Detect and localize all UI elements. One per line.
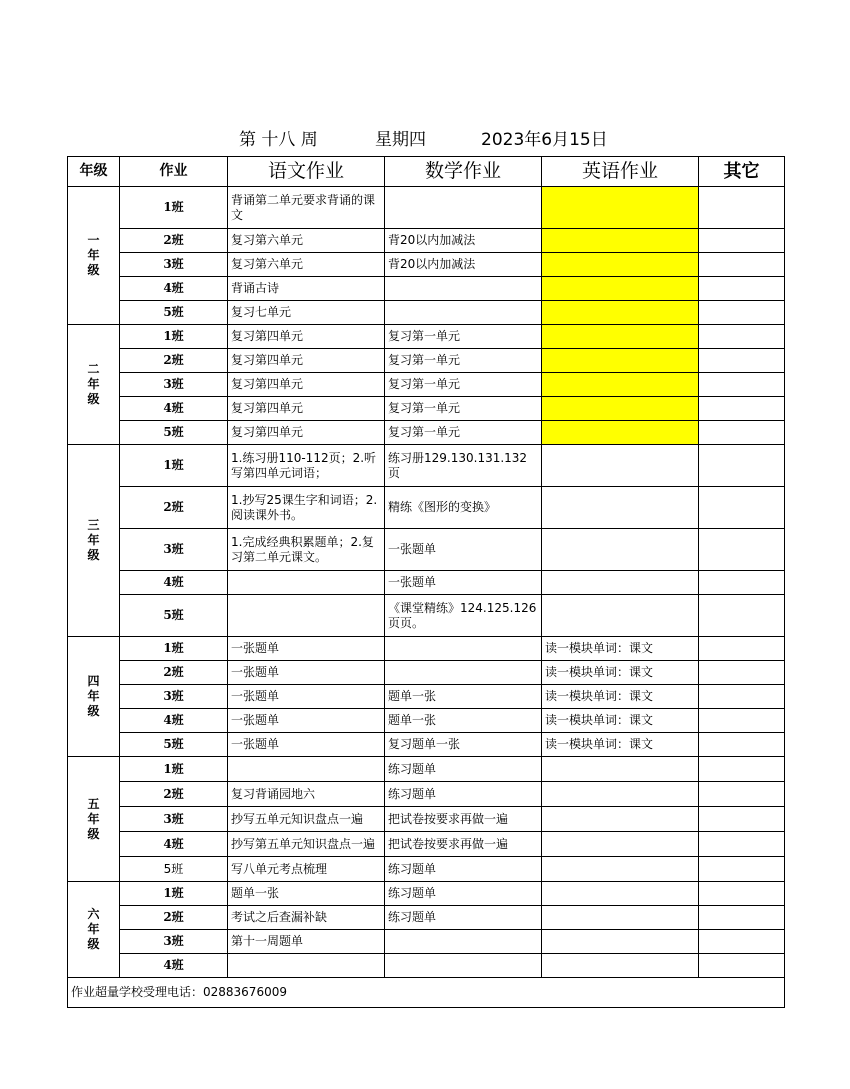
other-homework-cell: [699, 782, 785, 807]
grade-label-char: 二: [87, 362, 100, 376]
english-homework-cell: [542, 595, 699, 637]
class-label: 2班: [120, 782, 228, 807]
table-row: [68, 906, 785, 930]
other-homework-cell: [699, 487, 785, 529]
chinese-homework-cell: 复习第四单元: [228, 421, 385, 445]
other-homework-cell: [699, 229, 785, 253]
grade-label-char: 年: [87, 922, 100, 936]
chinese-homework-cell: 复习七单元: [228, 301, 385, 325]
other-homework-cell: [699, 882, 785, 906]
table-row: [68, 782, 785, 807]
math-homework-cell: 练习题单: [385, 757, 542, 782]
other-homework-cell: [699, 595, 785, 637]
sheet-heading: [0, 125, 850, 151]
other-homework-cell: [699, 757, 785, 782]
col-header-grade: 年级: [68, 157, 120, 187]
class-label: 2班: [120, 906, 228, 930]
english-homework-cell: 读一模块单词：课文: [542, 685, 699, 709]
chinese-homework-cell: 背诵古诗: [228, 277, 385, 301]
class-label: 5班: [120, 733, 228, 757]
class-label: 3班: [120, 685, 228, 709]
class-label: 4班: [120, 832, 228, 857]
class-label: 2班: [120, 349, 228, 373]
chinese-homework-cell: 题单一张: [228, 882, 385, 906]
english-homework-cell: [542, 782, 699, 807]
class-label: 4班: [120, 397, 228, 421]
english-homework-cell: [542, 882, 699, 906]
english-homework-cell: [542, 301, 699, 325]
math-homework-cell: 精练《图形的变换》: [385, 487, 542, 529]
col-header-math: 数学作业: [385, 157, 542, 187]
english-homework-cell: [542, 906, 699, 930]
english-homework-cell: [542, 277, 699, 301]
table-row: [68, 930, 785, 954]
class-label: 2班: [120, 487, 228, 529]
math-homework-cell: 背20以内加减法: [385, 253, 542, 277]
math-homework-cell: 把试卷按要求再做一遍: [385, 832, 542, 857]
math-homework-cell: [385, 187, 542, 229]
chinese-homework-cell: 复习第四单元: [228, 349, 385, 373]
table-row: [68, 757, 785, 782]
table-row: [68, 253, 785, 277]
chinese-homework-cell: 抄写五单元知识盘点一遍: [228, 807, 385, 832]
chinese-homework-cell: 复习第六单元: [228, 253, 385, 277]
table-row: [68, 397, 785, 421]
grade-label: [68, 757, 120, 882]
math-homework-cell: 练习题单: [385, 857, 542, 882]
header-row: [68, 157, 785, 187]
math-homework-cell: [385, 301, 542, 325]
grade-label: [68, 637, 120, 757]
english-homework-cell: [542, 857, 699, 882]
english-homework-cell: 读一模块单词：课文: [542, 661, 699, 685]
table-row: [68, 421, 785, 445]
chinese-homework-cell: 第十一周题单: [228, 930, 385, 954]
grade-label-char: 年: [87, 689, 100, 703]
table-row: [68, 349, 785, 373]
other-homework-cell: [699, 301, 785, 325]
other-homework-cell: [699, 397, 785, 421]
chinese-homework-cell: 一张题单: [228, 637, 385, 661]
math-homework-cell: 复习第一单元: [385, 397, 542, 421]
table-row: [68, 733, 785, 757]
class-label: 1班: [120, 445, 228, 487]
grade-label-char: 年: [87, 533, 100, 547]
chinese-homework-cell: [228, 595, 385, 637]
english-homework-cell: [542, 349, 699, 373]
other-homework-cell: [699, 954, 785, 978]
class-label: 4班: [120, 709, 228, 733]
grade-label: [68, 445, 120, 637]
complaint-phone-note: 作业超量学校受理电话：02883676009: [68, 978, 785, 1008]
grade-label-char: 一: [87, 233, 100, 247]
class-label: 3班: [120, 807, 228, 832]
grade-label: [68, 882, 120, 978]
other-homework-cell: [699, 832, 785, 857]
table-row: [68, 301, 785, 325]
chinese-homework-cell: 1.完成经典积累题单；2.复习第二单元课文。: [228, 529, 385, 571]
english-homework-cell: [542, 253, 699, 277]
grade-label: [68, 325, 120, 445]
table-row: [68, 529, 785, 571]
chinese-homework-cell: 复习第六单元: [228, 229, 385, 253]
english-homework-cell: [542, 571, 699, 595]
math-homework-cell: 练习册129.130.131.132页: [385, 445, 542, 487]
math-homework-cell: 复习第一单元: [385, 325, 542, 349]
table-row: [68, 709, 785, 733]
class-label: 5班: [120, 857, 228, 882]
grade-label-char: 级: [87, 392, 100, 406]
col-header-english: 英语作业: [542, 157, 699, 187]
grade-label-char: 五: [87, 796, 100, 811]
english-homework-cell: [542, 954, 699, 978]
math-homework-cell: 一张题单: [385, 529, 542, 571]
math-homework-cell: 练习题单: [385, 906, 542, 930]
english-homework-cell: [542, 229, 699, 253]
english-homework-cell: [542, 325, 699, 349]
other-homework-cell: [699, 253, 785, 277]
math-homework-cell: 复习第一单元: [385, 421, 542, 445]
table-row: [68, 571, 785, 595]
chinese-homework-cell: 1.抄写25课生字和词语；2.阅读课外书。: [228, 487, 385, 529]
table-row: [68, 487, 785, 529]
class-label: 4班: [120, 277, 228, 301]
other-homework-cell: [699, 445, 785, 487]
col-header-other: 其它: [699, 157, 785, 187]
table-row: [68, 325, 785, 349]
chinese-homework-cell: 复习第四单元: [228, 325, 385, 349]
chinese-homework-cell: [228, 571, 385, 595]
class-label: 3班: [120, 930, 228, 954]
english-homework-cell: [542, 397, 699, 421]
table-row: [68, 187, 785, 229]
math-homework-cell: 把试卷按要求再做一遍: [385, 807, 542, 832]
class-label: 4班: [120, 954, 228, 978]
math-homework-cell: [385, 661, 542, 685]
other-homework-cell: [699, 709, 785, 733]
table-row: [68, 229, 785, 253]
weekday-label: 星期四: [375, 130, 426, 150]
grade-label-char: 年: [87, 377, 100, 391]
english-homework-cell: [542, 445, 699, 487]
math-homework-cell: 《课堂精练》124.125.126页页。: [385, 595, 542, 637]
class-label: 1班: [120, 757, 228, 782]
chinese-homework-cell: 背诵第二单元要求背诵的课文: [228, 187, 385, 229]
class-label: 4班: [120, 571, 228, 595]
english-homework-cell: [542, 529, 699, 571]
chinese-homework-cell: 复习第四单元: [228, 397, 385, 421]
grade-label-char: 四: [87, 674, 100, 688]
grade-label: [68, 187, 120, 325]
class-label: 5班: [120, 595, 228, 637]
english-homework-cell: [542, 421, 699, 445]
other-homework-cell: [699, 349, 785, 373]
english-homework-cell: [542, 930, 699, 954]
class-label: 3班: [120, 253, 228, 277]
chinese-homework-cell: 一张题单: [228, 661, 385, 685]
other-homework-cell: [699, 187, 785, 229]
english-homework-cell: [542, 757, 699, 782]
grade-label-char: 级: [87, 548, 100, 562]
english-homework-cell: [542, 487, 699, 529]
table-row: [68, 685, 785, 709]
grade-label-char: 级: [87, 263, 100, 277]
math-homework-cell: [385, 954, 542, 978]
table-row: [68, 637, 785, 661]
chinese-homework-cell: 复习背诵园地六: [228, 782, 385, 807]
math-homework-cell: 题单一张: [385, 685, 542, 709]
footer-row: [68, 978, 785, 1008]
class-label: 5班: [120, 301, 228, 325]
class-label: 1班: [120, 325, 228, 349]
math-homework-cell: [385, 277, 542, 301]
homework-table: [67, 156, 785, 1008]
class-label: 3班: [120, 529, 228, 571]
other-homework-cell: [699, 906, 785, 930]
math-homework-cell: 练习题单: [385, 782, 542, 807]
date-label: 2023年6月15日: [481, 130, 608, 150]
class-label: 1班: [120, 187, 228, 229]
math-homework-cell: 复习第一单元: [385, 373, 542, 397]
grade-label-char: 级: [87, 937, 100, 951]
other-homework-cell: [699, 529, 785, 571]
table-row: [68, 595, 785, 637]
chinese-homework-cell: 考试之后查漏补缺: [228, 906, 385, 930]
math-homework-cell: 一张题单: [385, 571, 542, 595]
other-homework-cell: [699, 637, 785, 661]
other-homework-cell: [699, 373, 785, 397]
chinese-homework-cell: 复习第四单元: [228, 373, 385, 397]
math-homework-cell: 复习题单一张: [385, 733, 542, 757]
class-label: 2班: [120, 661, 228, 685]
table-row: [68, 661, 785, 685]
table-row: [68, 832, 785, 857]
class-label: 3班: [120, 373, 228, 397]
grade-label-char: 年: [87, 811, 100, 826]
math-homework-cell: [385, 930, 542, 954]
chinese-homework-cell: 1.练习册110-112页；2.听写第四单元词语；: [228, 445, 385, 487]
math-homework-cell: 题单一张: [385, 709, 542, 733]
table-row: [68, 954, 785, 978]
table-row: [68, 277, 785, 301]
grade-label-char: 级: [87, 826, 100, 841]
other-homework-cell: [699, 325, 785, 349]
english-homework-cell: 读一模块单词：课文: [542, 637, 699, 661]
other-homework-cell: [699, 807, 785, 832]
other-homework-cell: [699, 930, 785, 954]
col-header-homework: 作业: [120, 157, 228, 187]
other-homework-cell: [699, 857, 785, 882]
table-row: [68, 373, 785, 397]
table-row: [68, 857, 785, 882]
other-homework-cell: [699, 571, 785, 595]
english-homework-cell: [542, 187, 699, 229]
other-homework-cell: [699, 733, 785, 757]
chinese-homework-cell: 写八单元考点梳理: [228, 857, 385, 882]
math-homework-cell: 练习题单: [385, 882, 542, 906]
table-row: [68, 445, 785, 487]
class-label: 5班: [120, 421, 228, 445]
other-homework-cell: [699, 421, 785, 445]
class-label: 1班: [120, 882, 228, 906]
week-label: 第 十八 周: [239, 130, 318, 150]
grade-label-char: 六: [87, 907, 100, 921]
chinese-homework-cell: 一张题单: [228, 733, 385, 757]
grade-label-char: 年: [87, 248, 100, 262]
english-homework-cell: 读一模块单词：课文: [542, 709, 699, 733]
other-homework-cell: [699, 277, 785, 301]
math-homework-cell: [385, 637, 542, 661]
chinese-homework-cell: 一张题单: [228, 709, 385, 733]
english-homework-cell: [542, 807, 699, 832]
chinese-homework-cell: [228, 954, 385, 978]
table-row: [68, 807, 785, 832]
col-header-chinese: 语文作业: [228, 157, 385, 187]
other-homework-cell: [699, 685, 785, 709]
grade-label-char: 级: [87, 704, 100, 718]
math-homework-cell: 复习第一单元: [385, 349, 542, 373]
english-homework-cell: 读一模块单词：课文: [542, 733, 699, 757]
chinese-homework-cell: 一张题单: [228, 685, 385, 709]
other-homework-cell: [699, 661, 785, 685]
chinese-homework-cell: [228, 757, 385, 782]
english-homework-cell: [542, 373, 699, 397]
grade-label-char: 三: [87, 518, 100, 532]
class-label: 2班: [120, 229, 228, 253]
class-label: 1班: [120, 637, 228, 661]
english-homework-cell: [542, 832, 699, 857]
chinese-homework-cell: 抄写第五单元知识盘点一遍: [228, 832, 385, 857]
table-row: [68, 882, 785, 906]
math-homework-cell: 背20以内加减法: [385, 229, 542, 253]
